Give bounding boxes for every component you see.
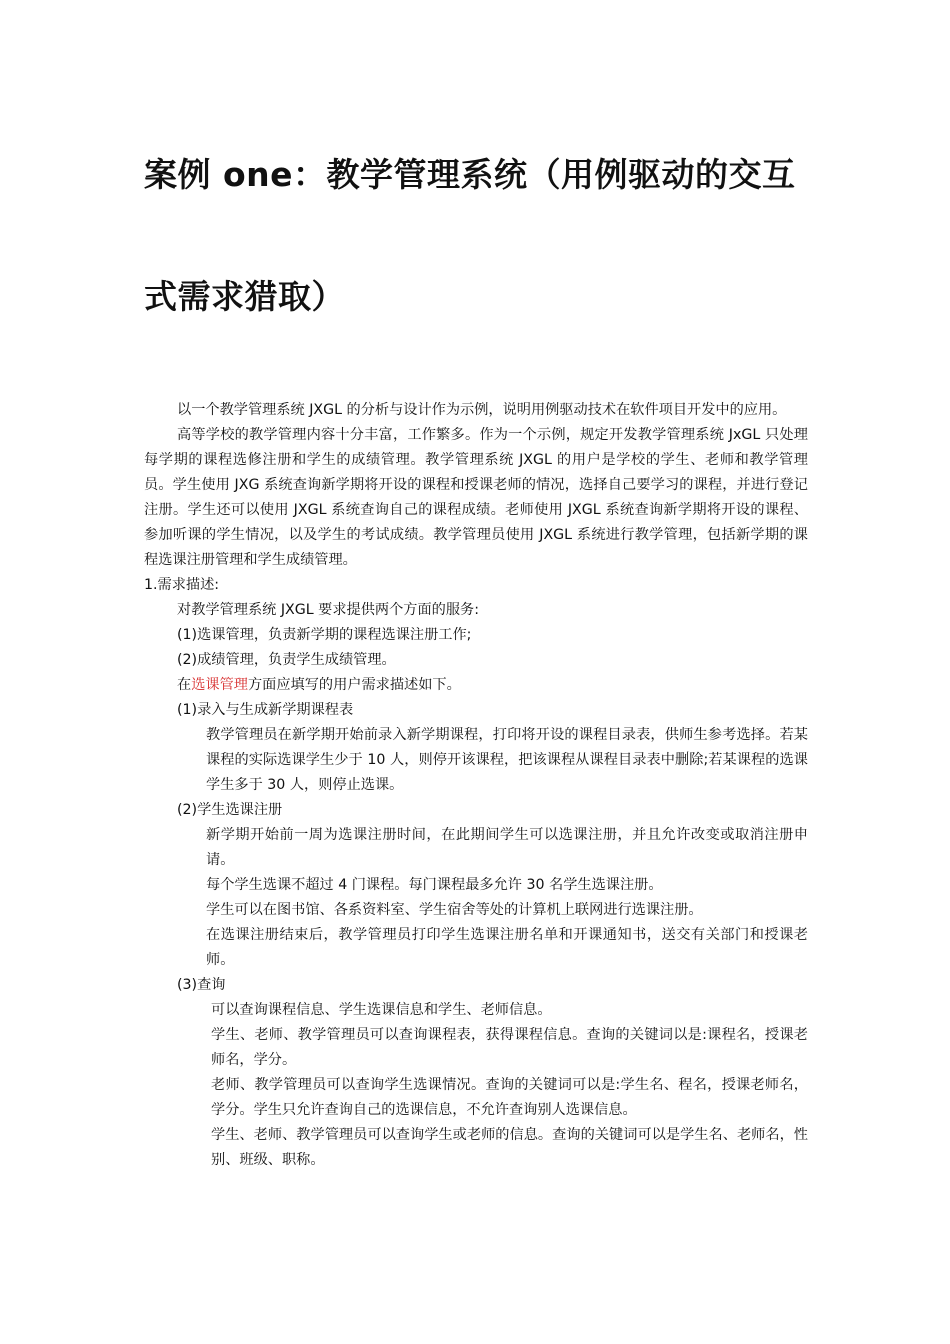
section-2-text-4: 在选课注册结束后，教学管理员打印学生选课注册名单和开课通知书，送交有关部门和授课老师。 (206, 927, 808, 968)
section-2-text-1: 新学期开始前一周为选课注册时间，在此期间学生可以选课注册，并且允许改变或取消注册申请。 (206, 827, 808, 868)
intro-paragraph-1: 以一个教学管理系统 JXGL 的分析与设计作为示例，说明用例驱动技术在软件项目开发中的应用。 (177, 402, 787, 418)
section-3-text-1: 可以查询课程信息、学生选课信息和学生、老师信息。 (211, 1002, 552, 1018)
intro-paragraph-2: 高等学校的教学管理内容十分丰富，工作繁多。作为一个示例，规定开发教学管理系统 JxGL 只处理每学期的课程选修注册和学生的成绩管理。教学管理系统 JXGL 的用户是学校的学生、老师和教学管理员。学生使用 JXG 系统查询新学期将开设的课程和授课老师的情况，选择自己要学习的课程，并进行登记注册。学生还可以使用 JXGL 系统查询自己的课程成绩。老师使用 JXGL 系统查询新学期将开设的课程、参加听课的学生情况，以及学生的考试成绩。教学管理员使用 JXGL 系统进行教学管理，包括新学期的课程选课注册管理和学生成绩管理。 (144, 427, 808, 568)
section-3-text-2: 学生、老师、教学管理员可以查询课程表，获得课程信息。查询的关键词以是:课程名，授课老师名，学分。 (211, 1027, 808, 1068)
section-3-title: (3)查询 (177, 977, 226, 993)
service-item-2: (2)成绩管理，负责学生成绩管理。 (177, 652, 396, 668)
requirements-lead: 对教学管理系统 JXGL 要求提供两个方面的服务: (177, 602, 479, 618)
description-highlight: 选课管理 (191, 677, 248, 693)
service-item-1: (1)选课管理，负责新学期的课程选课注册工作; (177, 627, 472, 643)
section-2-text-3: 学生可以在图书馆、各系资料室、学生宿舍等处的计算机上联网进行选课注册。 (206, 902, 703, 918)
document-title-line-2: 式需求猎取） (144, 277, 345, 316)
section-3-text-4: 学生、老师、教学管理员可以查询学生或老师的信息。查询的关键词可以是学生名、老师名，性别、班级、职称。 (211, 1127, 808, 1168)
description-suffix: 方面应填写的用户需求描述如下。 (247, 677, 461, 693)
section-1-title: (1)录入与生成新学期课程表 (177, 702, 354, 718)
document-title-line-1: 案例 one：教学管理系统（用例驱动的交互 (144, 155, 796, 194)
section-3-text-3: 老师、教学管理员可以查询学生选课情况。查询的关键词可以是:学生名、程名，授课老师名，学分。学生只允许查询自己的选课信息，不允许查询别人选课信息。 (211, 1077, 808, 1118)
document-body (144, 398, 808, 1173)
requirements-description (144, 673, 808, 698)
section-2-title: (2)学生选课注册 (177, 802, 283, 818)
section-2-text-2: 每个学生选课不超过 4 门课程。每门课程最多允许 30 名学生选课注册。 (206, 877, 663, 893)
requirements-heading: 1.需求描述: (144, 577, 220, 593)
section-1-text: 教学管理员在新学期开始前录入新学期课程，打印将开设的课程目录表，供师生参考选择。若某课程的实际选课学生少于 10 人，则停开该课程，把该课程从课程目录表中删除;若某课程的选课学生多于 30 人，则停止选课。 (206, 727, 808, 793)
description-prefix: 在 (177, 677, 192, 693)
